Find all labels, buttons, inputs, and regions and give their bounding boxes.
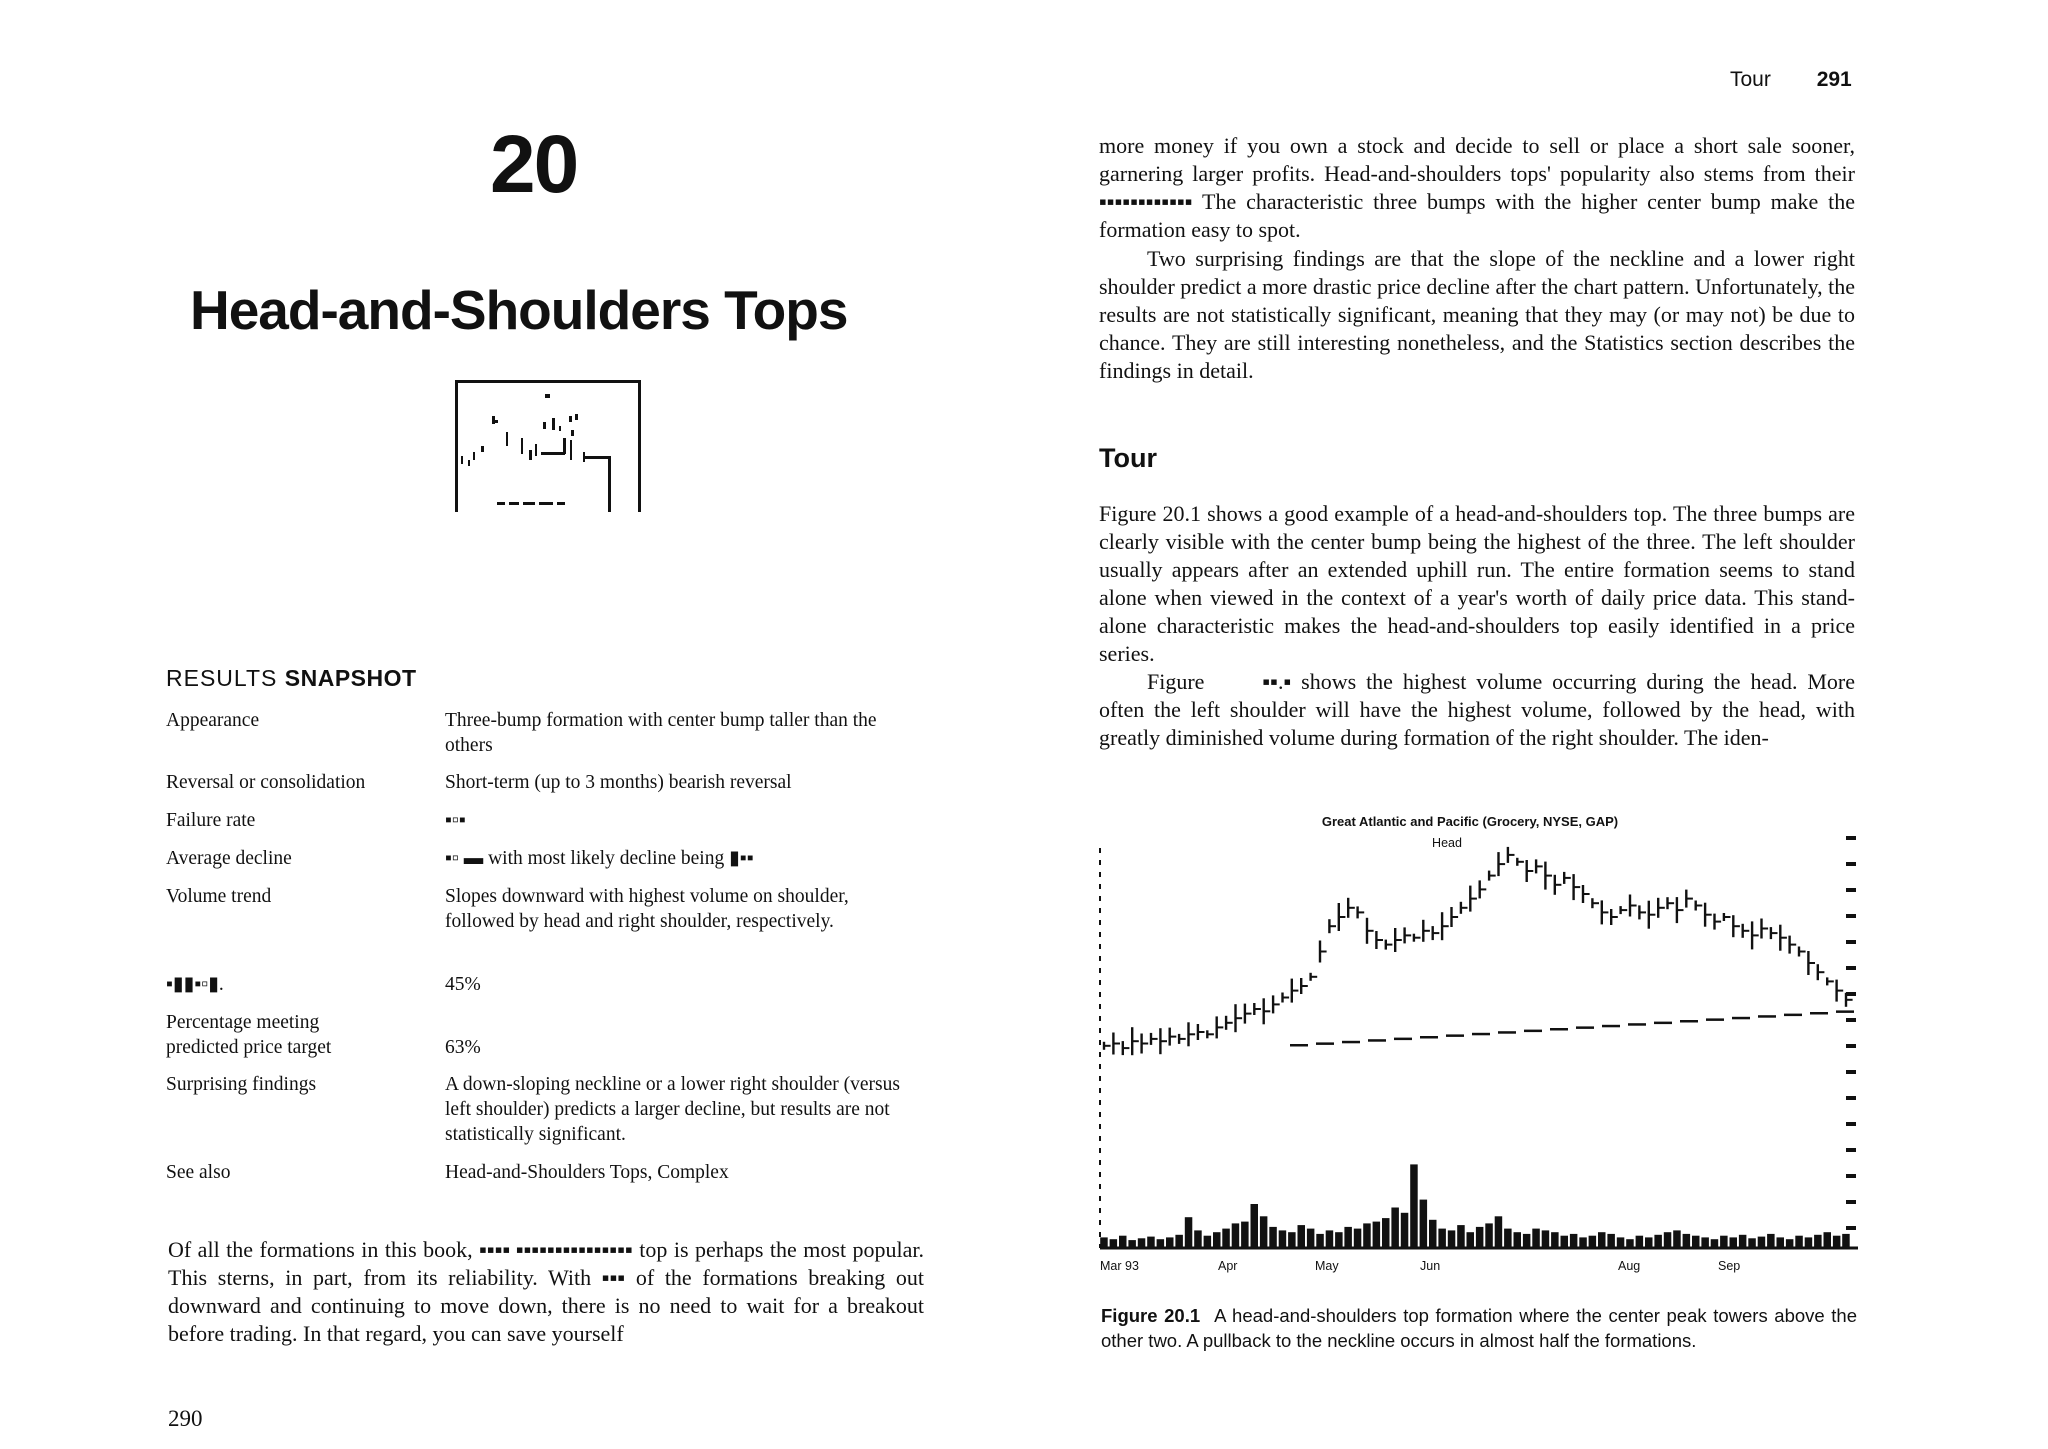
garbled-glyphs: ▮▪▪ [729, 848, 754, 869]
price-close-tick [1301, 985, 1308, 987]
volume-bar [1429, 1220, 1437, 1248]
snapshot-label-garbled [166, 972, 436, 997]
price-close-tick [1311, 976, 1318, 978]
volume-bar [1551, 1232, 1559, 1248]
neckline-segment [1758, 1015, 1776, 1018]
neckline-segment [1706, 1018, 1724, 1021]
volume-bar [1213, 1232, 1221, 1248]
volume-bar [1138, 1238, 1146, 1248]
volume-bar [1316, 1234, 1324, 1248]
price-close-tick [1273, 1003, 1280, 1005]
price-close-tick [1179, 1038, 1186, 1040]
volume-bar [1833, 1236, 1841, 1248]
right-axis-tick [1846, 1070, 1856, 1074]
body-paragraph: Figure 20.1 shows a good example of a head-and-shoulders top. The three bumps are clearly visible with the center bump being the highest of the three. The left shoulder usually appears after an extended uphill run. The entire formation seems to stand alone when viewed in the context of a year's worth of daily price data. This stand-alone characteristic makes the head-and-shoulders top easily identified in a price series. [1099, 501, 1855, 666]
snapshot-value: Slopes downward with highest volume on shoulder, followed by head and right shoulder, respectively. [445, 886, 849, 932]
volume-bar [1269, 1227, 1277, 1248]
volume-bar [1561, 1236, 1569, 1248]
price-close-tick [1207, 1033, 1214, 1035]
snapshot-label: Percentage meeting predicted price target [166, 1012, 332, 1058]
volume-series [1100, 1164, 1850, 1248]
volume-bar [1598, 1232, 1606, 1248]
volume-bar [1795, 1236, 1803, 1248]
price-close-tick [1686, 898, 1693, 900]
volume-bar [1128, 1240, 1136, 1248]
neckline-segment [1576, 1026, 1594, 1029]
price-close-tick [1395, 939, 1402, 941]
volume-bar [1701, 1237, 1709, 1248]
right-axis-tick [1846, 1122, 1856, 1126]
price-close-tick [1696, 905, 1703, 907]
x-axis-labels [1100, 1259, 1740, 1273]
snapshot-label: Appearance [166, 710, 260, 731]
x-tick-label: Apr [1218, 1259, 1238, 1273]
price-close-tick [1658, 907, 1665, 909]
snapshot-label: Failure rate [166, 810, 256, 831]
price-close-tick [1649, 914, 1656, 916]
garbled-glyphs: ▪▪▪▪ ▪▪▪▪▪▪▪▪▪▪▪▪▪▪▪ [479, 1237, 633, 1262]
garbled-glyphs: ▪▮▮▪▫▮. [166, 974, 224, 995]
chart-annotation-head: Head [1432, 836, 1462, 850]
snapshot-heading-light: RESULTS [166, 665, 278, 691]
right-axis-tick [1846, 1174, 1856, 1178]
caption-label: Figure 20.1 [1101, 1305, 1201, 1326]
price-close-tick [1602, 911, 1609, 913]
volume-bar [1175, 1235, 1183, 1248]
price-close-tick [1245, 1013, 1252, 1015]
price-close-tick [1592, 902, 1599, 904]
price-close-tick [1376, 939, 1383, 941]
price-close-tick [1264, 1010, 1271, 1012]
volume-bar [1448, 1230, 1456, 1248]
neckline-segment [1524, 1030, 1542, 1033]
volume-bar [1354, 1229, 1362, 1248]
volume-bar [1777, 1237, 1785, 1248]
intro-text: of the formations breaking out downward and continuing to move down, there is no need to wait for a breakout before trading. In that regard, you can save yourself [168, 1265, 925, 1346]
volume-bar [1683, 1234, 1691, 1248]
volume-bar [1147, 1237, 1155, 1248]
price-close-tick [1367, 930, 1374, 932]
volume-bar [1758, 1237, 1766, 1248]
price-close-tick [1433, 932, 1440, 934]
body-text: shows the highest volume occurring during the head. More often the left shoulder will have the highest volume, followed by the head, with greatly diminished volume during formation of the right shoulder. The iden- [1099, 669, 1856, 750]
price-close-tick [1583, 893, 1590, 895]
volume-bar [1298, 1225, 1306, 1248]
volume-bar [1232, 1223, 1240, 1248]
price-close-tick [1499, 863, 1506, 865]
price-close-tick [1639, 911, 1646, 913]
body-text: more money if you own a stock and decide to sell or place a short sale sooner, garnering larger profits. Head-and-shoulders tops' popularity also stems from their [1099, 133, 1855, 186]
price-close-tick [1517, 861, 1524, 863]
volume-bar [1514, 1232, 1522, 1248]
neckline-segment [1810, 1012, 1828, 1015]
neckline [1290, 1010, 1854, 1046]
volume-bar [1739, 1235, 1747, 1248]
price-close-tick [1217, 1026, 1224, 1028]
price-close-tick [1489, 875, 1496, 877]
neckline-segment [1420, 1036, 1438, 1039]
price-close-tick [1790, 944, 1797, 946]
neckline-segment [1680, 1020, 1698, 1023]
price-close-tick [1170, 1036, 1177, 1038]
volume-bar [1805, 1237, 1813, 1248]
figure-caption [1101, 1303, 1857, 1353]
price-close-tick [1452, 916, 1459, 918]
x-tick-label: May [1315, 1259, 1339, 1273]
price-close-tick [1771, 932, 1778, 934]
snapshot-label: Reversal or consolidation [166, 772, 366, 793]
price-series [1103, 847, 1853, 1055]
price-close-tick [1555, 884, 1562, 886]
neckline-segment [1472, 1033, 1490, 1036]
price-close-tick [1837, 990, 1844, 992]
price-close-tick [1527, 870, 1534, 872]
volume-bar [1542, 1230, 1550, 1248]
price-close-tick [1461, 907, 1468, 909]
volume-bar [1260, 1216, 1268, 1248]
volume-bar [1607, 1234, 1615, 1248]
price-close-tick [1762, 928, 1769, 930]
volume-bar [1814, 1235, 1822, 1248]
snapshot-label: Volume trend [166, 886, 272, 907]
body-paragraph [1099, 132, 1855, 244]
running-head [1730, 68, 1852, 92]
volume-bar [1824, 1232, 1832, 1248]
right-axis-tick [1846, 1096, 1856, 1100]
price-close-tick [1442, 925, 1449, 927]
right-axis-tick [1846, 862, 1856, 866]
volume-bar [1363, 1223, 1371, 1248]
neckline-segment [1836, 1010, 1854, 1013]
x-tick-label: Aug [1618, 1259, 1641, 1273]
volume-bar [1326, 1230, 1334, 1248]
price-close-tick [1423, 930, 1430, 932]
neckline-segment [1784, 1014, 1802, 1017]
snapshot-value: Head-and-Shoulders Tops, Complex [445, 1162, 729, 1183]
right-axis-tick [1846, 940, 1856, 944]
volume-bar [1401, 1213, 1409, 1248]
volume-bar [1251, 1204, 1259, 1248]
volume-bar [1391, 1208, 1399, 1249]
volume-bar [1110, 1239, 1118, 1248]
intro-text: Of all the formations in this book, [168, 1237, 473, 1262]
garbled-glyphs: ▪▪▪▪▪▪▪▪▪▪▪▪ [1099, 189, 1193, 214]
chapter-pattern-icon [455, 380, 641, 512]
volume-bar [1645, 1237, 1653, 1248]
price-close-tick [1724, 916, 1731, 918]
volume-bar [1476, 1227, 1484, 1248]
price-close-tick [1283, 997, 1290, 999]
price-close-tick [1123, 1047, 1130, 1049]
neckline-segment [1290, 1044, 1308, 1047]
price-close-tick [1142, 1043, 1149, 1045]
volume-bar [1767, 1234, 1775, 1248]
volume-bar [1748, 1238, 1756, 1248]
volume-bar [1589, 1236, 1597, 1248]
neckline-segment [1316, 1042, 1334, 1045]
price-close-tick [1545, 875, 1552, 877]
garbled-glyphs: ▪▪▪ [601, 1265, 626, 1290]
price-close-tick [1151, 1038, 1158, 1040]
running-head-title: Tour [1730, 68, 1771, 91]
price-close-tick [1621, 909, 1628, 911]
price-close-tick [1414, 937, 1421, 939]
price-close-tick [1198, 1031, 1205, 1033]
volume-bar [1119, 1236, 1127, 1248]
neckline-segment [1446, 1034, 1464, 1037]
volume-bar [1570, 1234, 1578, 1248]
volume-bar [1288, 1232, 1296, 1248]
right-axis-tick [1846, 1018, 1856, 1022]
price-close-tick [1292, 990, 1299, 992]
garbled-glyphs: ▪▫ ▬ [445, 848, 484, 869]
neckline-segment [1368, 1039, 1386, 1042]
right-axis-tick [1846, 1200, 1856, 1204]
price-close-tick [1743, 930, 1750, 932]
page-number-left: 290 [168, 1406, 203, 1431]
snapshot-value: 45% [445, 974, 481, 995]
volume-bar [1420, 1200, 1428, 1248]
volume-bar [1786, 1239, 1794, 1248]
volume-bar [1241, 1222, 1249, 1248]
volume-bar [1636, 1236, 1644, 1248]
volume-bar [1467, 1232, 1475, 1248]
price-close-tick [1254, 1008, 1261, 1010]
price-close-tick [1818, 971, 1825, 973]
body-text: The characteristic three bumps with the higher center bump make the formation easy to spot. [1099, 189, 1855, 242]
price-close-tick [1339, 916, 1346, 918]
price-volume-chart [1090, 808, 1870, 1288]
right-axis-tick [1846, 888, 1856, 892]
intro-text: top is perhaps the most popular. This sterns, in part, from its reliability. With [168, 1237, 925, 1290]
right-axis-ticks [1846, 836, 1856, 1230]
intro-paragraph [168, 1236, 924, 1348]
price-close-tick [1405, 934, 1412, 936]
price-close-tick [1226, 1022, 1233, 1024]
volume-bar [1495, 1216, 1503, 1248]
snapshot-value: Three-bump formation with center bump taller than the others [445, 710, 877, 756]
chapter-number: 20 [490, 119, 578, 210]
right-axis-tick [1846, 914, 1856, 918]
snapshot-label: See also [166, 1162, 231, 1183]
snapshot-label: Average decline [166, 848, 292, 869]
body-paragraph: Two surprising findings are that the slope of the neckline and a lower right shoulder predict a more drastic price decline after the chart pattern. Unfortunately, the results are not statistically significant, meaning that they may (or may not) be due to chance. They are still interesting nonetheless, and the Statistics section describes the findings in detail. [1099, 246, 1856, 383]
price-close-tick [1574, 886, 1581, 888]
volume-bar [1157, 1239, 1165, 1248]
neckline-segment [1394, 1038, 1412, 1041]
neckline-segment [1550, 1028, 1568, 1031]
price-close-tick [1827, 980, 1834, 982]
results-snapshot-heading [166, 665, 417, 692]
price-close-tick [1808, 962, 1815, 964]
price-close-tick [1536, 865, 1543, 867]
price-close-tick [1386, 944, 1393, 946]
price-close-tick [1113, 1043, 1120, 1045]
volume-bar [1438, 1229, 1446, 1248]
price-close-tick [1358, 911, 1365, 913]
right-axis-tick [1846, 992, 1856, 996]
price-close-tick [1189, 1033, 1196, 1035]
neckline-segment [1342, 1041, 1360, 1044]
price-close-tick [1752, 934, 1759, 936]
volume-bar [1485, 1223, 1493, 1248]
body-text: Figure [1147, 669, 1205, 694]
snapshot-value: 63% [445, 1037, 481, 1058]
snapshot-value [445, 846, 915, 871]
volume-bar [1523, 1234, 1531, 1248]
volume-bar [1711, 1239, 1719, 1248]
volume-bar [1504, 1229, 1512, 1248]
volume-bar [1185, 1217, 1193, 1248]
price-close-tick [1799, 951, 1806, 953]
neckline-segment [1498, 1031, 1516, 1034]
section-heading: Tour [1099, 443, 1157, 473]
volume-bar [1579, 1237, 1587, 1248]
garbled-glyphs: ▪▪.▪ [1262, 669, 1292, 694]
x-tick-label: Sep [1718, 1259, 1741, 1273]
neckline-segment [1654, 1022, 1672, 1025]
volume-bar [1279, 1230, 1287, 1248]
price-close-tick [1630, 905, 1637, 907]
body-paragraph [1099, 668, 1855, 752]
volume-bar [1617, 1237, 1625, 1248]
snapshot-value: Short-term (up to 3 months) bearish reversal [445, 772, 792, 793]
price-close-tick [1733, 925, 1740, 927]
snapshot-value-garbled [445, 808, 915, 833]
volume-bar [1204, 1236, 1212, 1248]
volume-bar [1692, 1236, 1700, 1248]
right-axis-tick [1846, 966, 1856, 970]
volume-bar [1457, 1225, 1465, 1248]
right-axis-tick [1846, 1148, 1856, 1152]
volume-bar [1344, 1227, 1352, 1248]
volume-bar [1382, 1218, 1390, 1248]
volume-bar [1335, 1232, 1343, 1248]
price-close-tick [1470, 898, 1477, 900]
neckline-segment [1732, 1017, 1750, 1020]
neckline-segment [1628, 1023, 1646, 1025]
price-close-tick [1480, 888, 1487, 890]
right-axis-tick [1846, 836, 1856, 840]
garbled-glyphs: ▪▫▪ [445, 810, 466, 831]
volume-bar [1100, 1237, 1108, 1248]
volume-bar [1654, 1235, 1662, 1248]
snapshot-value-text: with most likely decline being [488, 848, 725, 869]
caption-text: A head-and-shoulders top formation where the center peak towers above the other two. A pullback to the neckline occurs in almost half the formations. [1101, 1305, 1858, 1351]
price-close-tick [1348, 907, 1355, 909]
price-close-tick [1104, 1045, 1111, 1047]
right-axis-tick [1846, 1226, 1856, 1230]
chart-title: Great Atlantic and Pacific (Grocery, NYSE, GAP) [1321, 814, 1619, 829]
price-close-tick [1236, 1017, 1243, 1019]
x-tick-label: Mar 93 [1100, 1259, 1139, 1273]
snapshot-value: A down-sloping neckline or a lower right shoulder (versus left shoulder) predicts a larger decline, but results are not statistically significant. [445, 1074, 900, 1145]
chapter-title: Head-and-Shoulders Tops [190, 279, 848, 341]
volume-bar [1307, 1229, 1315, 1248]
price-close-tick [1705, 914, 1712, 916]
price-close-tick [1132, 1040, 1139, 1042]
volume-bar [1626, 1239, 1634, 1248]
volume-bar [1730, 1237, 1738, 1248]
price-close-tick [1320, 951, 1327, 953]
volume-bar [1222, 1229, 1230, 1248]
snapshot-heading-bold: SNAPSHOT [284, 665, 417, 691]
volume-bar [1720, 1236, 1728, 1248]
volume-bar [1194, 1230, 1202, 1248]
price-close-tick [1780, 937, 1787, 939]
price-close-tick [1668, 902, 1675, 904]
volume-bar [1410, 1164, 1418, 1248]
page-number-right: 291 [1816, 68, 1852, 91]
price-close-tick [1329, 925, 1336, 927]
price-close-tick [1846, 999, 1853, 1001]
right-axis-tick [1846, 1044, 1856, 1048]
price-close-tick [1715, 921, 1722, 923]
volume-bar [1842, 1234, 1850, 1248]
volume-bar [1166, 1237, 1174, 1248]
snapshot-label: Surprising findings [166, 1074, 317, 1095]
volume-bar [1373, 1222, 1381, 1248]
x-tick-label: Jun [1420, 1259, 1441, 1273]
volume-bar [1673, 1230, 1681, 1248]
price-close-tick [1611, 916, 1618, 918]
volume-bar [1664, 1232, 1672, 1248]
price-close-tick [1508, 854, 1515, 856]
price-close-tick [1564, 877, 1571, 879]
price-close-tick [1677, 909, 1684, 911]
price-close-tick [1160, 1040, 1167, 1042]
volume-bar [1532, 1229, 1540, 1248]
neckline-segment [1602, 1025, 1620, 1028]
